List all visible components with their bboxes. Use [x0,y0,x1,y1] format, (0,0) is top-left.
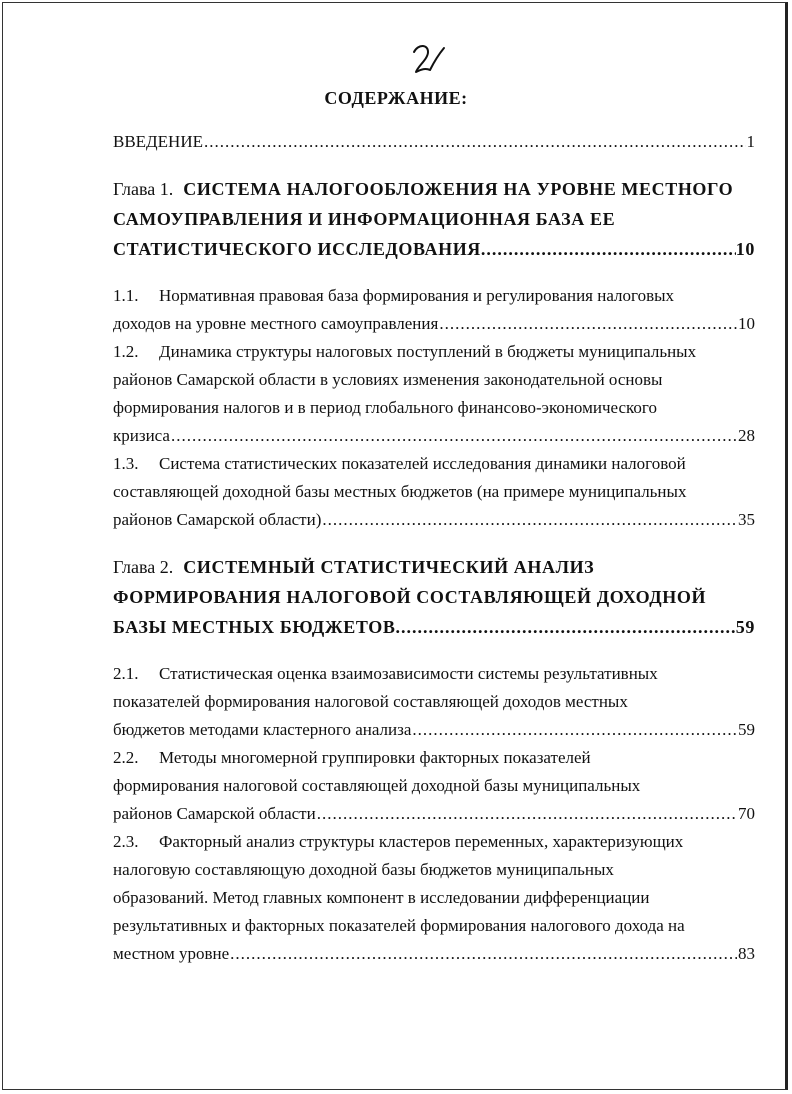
section-1-3-page: 35 [738,510,755,529]
chapter-2-prefix: Глава 2. [113,557,174,577]
chapter-1-heading-line-1 [113,174,755,204]
section-number: 1.1. [113,286,139,305]
chapter-2-heading-line-2: ФОРМИРОВАНИЯ НАЛОГОВОЙ СОСТАВЛЯЮЩЕЙ ДОХОДНОЙ [113,587,707,607]
section-text: Система статистических показателей исследования динамики налоговой [159,454,686,473]
toc-leader [395,612,735,642]
section-number: 2.2. [113,748,139,767]
chapter-2-page: 59 [735,617,755,637]
chapter-2-heading-line-3 [113,612,755,642]
section-2-3-page: 83 [738,944,755,963]
section-text: местном уровне [113,944,230,963]
section-1-1-line-1 [113,282,755,310]
section-text: Факторный анализ структуры кластеров переменных, характеризующих [159,832,684,851]
toc-leader [230,940,737,968]
section-1-2-page: 28 [738,426,755,445]
toc-intro [113,128,755,156]
toc-leader [412,716,737,744]
section-1-2-line-2: районов Самарской области в условиях изменения законодательной основы [113,370,663,389]
section-2-3-line-4: результативных и факторных показателей формирования налогового дохода на [113,916,685,935]
section-1-2-line-4 [113,422,755,450]
section-2-3-line-5 [113,940,755,968]
toc-intro-label: ВВЕДЕНИЕ [113,132,203,151]
section-number: 1.2. [113,342,139,361]
section-text: Статистическая оценка взаимозависимости системы результативных [159,664,658,683]
section-2-1-page: 59 [738,720,755,739]
chapter-2-title-line: БАЗЫ МЕСТНЫХ БЮДЖЕТОВ [113,617,396,637]
section-1-3-line-3 [113,506,755,534]
section-number: 2.3. [113,832,139,851]
section-number: 2.1. [113,664,139,683]
section-2-2-line-3 [113,800,755,828]
section-text: кризиса [113,426,170,445]
toc-leader [171,422,737,450]
section-1-3-line-2: составляющей доходной базы местных бюджетов (на примере муниципальных [113,482,687,501]
section-text: районов Самарской области) [113,510,322,529]
table-of-contents [113,128,755,968]
section-2-2-page: 70 [738,804,755,823]
chapter-1-page: 10 [735,239,755,259]
section-text: бюджетов методами кластерного анализа [113,720,412,739]
handwritten-page-number [408,42,448,78]
section-number: 1.3. [113,454,139,473]
section-text: Методы многомерной группировки факторных показателей [159,748,591,767]
toc-leader [204,128,746,156]
section-2-3-line-3: образований. Метод главных компонент в исследовании дифференциации [113,888,650,907]
chapter-2-title-line: СИСТЕМНЫЙ СТАТИСТИЧЕСКИЙ АНАЛИЗ [183,557,595,577]
section-1-1-page: 10 [738,314,755,333]
toc-intro-page: 1 [746,132,755,151]
section-1-1-line-2 [113,310,755,338]
section-text: Динамика структуры налоговых поступлений в бюджеты муниципальных [159,342,697,361]
section-2-2-line-1 [113,744,755,772]
section-2-3-line-1 [113,828,755,856]
section-2-2-line-2: формирования налоговой составляющей доходной базы муниципальных [113,776,641,795]
toc-leader [322,506,737,534]
section-1-3-line-1 [113,450,755,478]
toc-leader [317,800,737,828]
section-text: районов Самарской области [113,804,316,823]
toc-leader [481,234,736,264]
section-2-3-line-2: налоговую составляющую доходной базы бюджетов муниципальных [113,860,614,879]
section-2-1-line-2: показателей формирования налоговой составляющей доходов местных [113,692,628,711]
section-text: доходов на уровне местного самоуправления [113,314,439,333]
section-1-2-line-3: формирования налогов и в период глобального финансово-экономического [113,398,657,417]
chapter-1-heading-line-3 [113,234,755,264]
section-text: Нормативная правовая база формирования и регулирования налоговых [159,286,675,305]
toc-leader [439,310,737,338]
section-1-2-line-1 [113,338,755,366]
chapter-1-prefix: Глава 1. [113,179,174,199]
section-2-1-line-3 [113,716,755,744]
section-2-1-line-1 [113,660,755,688]
chapter-1-title-line: СТАТИСТИЧЕСКОГО ИССЛЕДОВАНИЯ [113,239,481,259]
chapter-2-heading-line-1 [113,552,755,582]
chapter-1-heading-line-2: САМОУПРАВЛЕНИЯ И ИНФОРМАЦИОННАЯ БАЗА ЕЕ [113,209,616,229]
chapter-1-title-line: СИСТЕМА НАЛОГООБЛОЖЕНИЯ НА УРОВНЕ МЕСТНОГО [183,179,734,199]
page-title: СОДЕРЖАНИЕ: [324,88,468,108]
